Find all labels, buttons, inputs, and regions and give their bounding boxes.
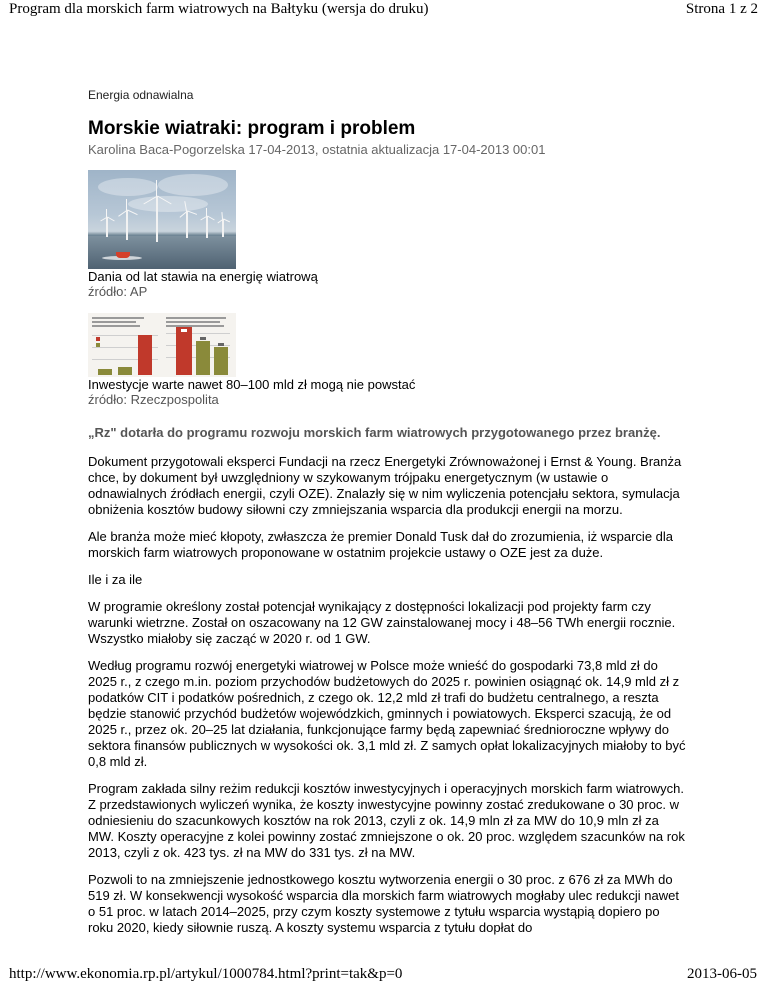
print-footer: [0, 966, 768, 988]
figure-photo: [88, 170, 688, 299]
article-paragraph: Dokument przygotowali eksperci Fundacji na rzecz Energetyki Zrównoważonej i Ernst & Young. Branża chce, by dokument był uwzględniony w szykowanym trójpaku energetycznym (w ustawie o odnawialnych źródłach energii, czyli OZE). Znalazły się w nim wyliczenia potencjału sektora, symulacja obniżenia kosztów budowy siłowni czy zmniejszania wsparcia dla produkcji energii na morzu.: [88, 454, 682, 517]
article-paragraph: Ale branża może mieć kłopoty, zwłaszcza że premier Donald Tusk dał do zrozumienia, iż wsparcie dla morskich farm wiatrowych proponowane w ostatnim projekcie ustawy o OZE jest za duże.: [88, 529, 674, 560]
figure-source: źródło: AP: [88, 284, 148, 299]
print-header: [0, 0, 768, 22]
wind-farm-photo[interactable]: [88, 170, 236, 269]
article-subheading: Ile i za ile: [88, 572, 143, 587]
article-title: Morskie wiatraki: program i problem: [88, 118, 416, 139]
section-label[interactable]: Energia odnawialna: [88, 88, 194, 102]
article-paragraph: Program zakłada silny reżim redukcji kosztów inwestycyjnych i operacyjnych morskich farm wiatrowych. Z przedstawionych wyliczeń wynika, że koszty inwestycyjne powinny zostać zredukowane o 30 proc. w odniesieniu do szacunkowych kosztów na rok 2013, czyli z ok. 14,9 mln zł za MW do 10,9 mln zł za MW. Koszty operacyjne z kolei powinny zostać zmniejszone o ok. 20 proc. względem szacunków na rok 2013, czyli z ok. 423 tys. zł na MW do 331 tys. zł na MW.: [88, 781, 685, 860]
figure-caption: Dania od lat stawia na energię wiatrową: [88, 269, 318, 284]
article-paragraph: Według programu rozwój energetyki wiatrowej w Polsce może wnieść do gospodarki 73,8 mld zł do 2025 r., z czego m.in. poziom przychodów budżetowych do 2025 r. powinien osiągnąć ok. 14,9 mld zł z podatków CIT i podatków pośrednich, z czego ok. 12,2 mld zł trafi do budżetu centralnego, a reszta będzie stanowić przychód budżetów wojewódzkich, gminnych i powiatowych. Eksperci szacują, że od 2025 r., przez ok. 20–25 lat działania, funkcjonujące farmy będą zapewniać średnioroczne wpływy do sektora finansów publicznych w wysokości ok. 3,1 mld zł. Z samych opłat lokalizacyjnych miałoby to być 0,8 mld zł.: [88, 658, 686, 769]
print-date: 2013-06-05: [687, 966, 757, 982]
byline: Karolina Baca-Pogorzelska 17-04-2013, ostatnia aktualizacja 17-04-2013 00:01: [88, 142, 546, 157]
page-indicator: Strona 1 z 2: [685, 1, 758, 17]
article: [88, 88, 688, 936]
page-url: http://www.ekonomia.rp.pl/artykul/1000784.html?print=tak&p=0: [9, 966, 403, 982]
figure-infographic: [88, 313, 688, 407]
article-paragraph: Pozwoli to na zmniejszenie jednostkowego kosztu wytworzenia energii o 30 proc. z 676 zł za MWh do 519 zł. W konsekwencji wysokość wsparcia dla morskich farm wiatrowych mogłaby ulec redukcji nawet o 51 proc. w latach 2014–2025, przy czym koszty systemowe z tytułu wsparcia wystąpią dopiero po roku 2020, kiedy siłownie ruszą. A koszty systemu wsparcia z tytułu dopłat do: [88, 872, 679, 935]
infographic-thumbnail[interactable]: [88, 313, 236, 377]
article-lead: „Rz" dotarła do programu rozwoju morskich farm wiatrowych przygotowanego przez branżę.: [88, 425, 661, 440]
figure-caption: Inwestycje warte nawet 80–100 mld zł mogą nie powstać: [88, 377, 416, 392]
article-paragraph: W programie określony został potencjał wynikający z dostępności lokalizacji pod projekty farm czy warunki wietrzne. Został on oszacowany na 12 GW zainstalowanej mocy i 48–56 TWh energii rocznie. Wszystko miałoby się zacząć w 2020 r. od 1 GW.: [88, 599, 676, 646]
print-header-title: Program dla morskich farm wiatrowych na Bałtyku (wersja do druku): [9, 1, 429, 17]
figure-source: źródło: Rzeczpospolita: [88, 392, 219, 407]
